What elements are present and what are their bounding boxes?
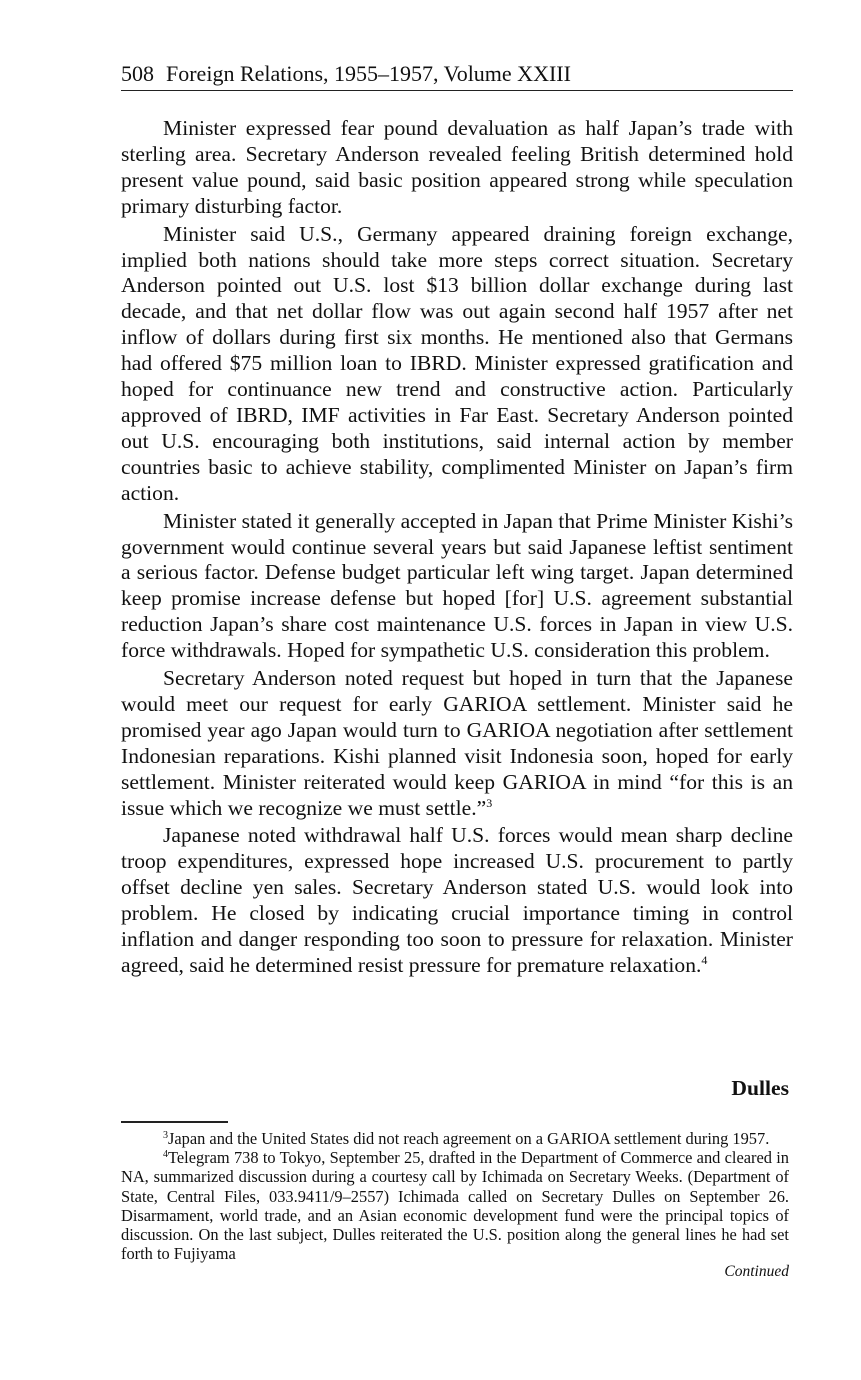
running-head — [121, 60, 793, 91]
paragraph-5-text: Japanese noted withdrawal half U.S. forces would mean sharp decline troop expenditures, expressed hope increased U.S. procurement to partly offset decline yen sales. Secretary Anderson stated U.S. would look into problem. He closed by indicating crucial importance timing in control inflation and danger responding too soon to pressure for relaxation. Minister agreed, said he determined resist pressure for premature relaxation. — [121, 823, 793, 977]
footnotes — [121, 1129, 789, 1281]
paragraph-3-text: Minister stated it generally accepted in Japan that Prime Minister Kishi’s government would continue several years but said Japanese leftist sentiment a serious factor. Defense budget particular left wing target. Japan determined keep promise increase defense but hoped [for] U.S. agreement substantial reduction Japan’s share cost maintenance U.S. forces in Japan in view U.S. force withdrawals. Hoped for sympathetic U.S. consideration this problem. — [121, 508, 793, 663]
footnote-ref-3[interactable]: 3 — [486, 795, 493, 810]
footnote-3-text: Japan and the United States did not reach agreement on a GARIOA settlement during 1957. — [168, 1129, 770, 1148]
paragraph-4 — [121, 666, 793, 821]
paragraph-5 — [121, 823, 793, 978]
footnote-4-text: Telegram 738 to Tokyo, September 25, drafted in the Department of Commerce and cleared in NA, summarized discussion during a courtesy call by Ichimada on Secretary Weeks. (Department of State, Central Files, 033.9411/9–2557) Ichimada called on Secretary Dulles on September 26. Disarmament, world trade, and an Asian economic development fund were the principal topics of discussion. On the last subject, Dulles reiterated the U.S. position along the general lines he had set forth to Fujiyama — [121, 1148, 789, 1264]
paragraph-4-text: Secretary Anderson noted request but hoped in turn that the Japanese would meet our request for early GARIOA settlement. Minister said he promised year ago Japan would turn to GARIOA negotiation after settlement Indonesian reparations. Kishi planned visit Indonesia soon, hoped for early settlement. Minister reiterated would keep GARIOA in mind “for this is an issue which we recognize we must settle.” — [121, 666, 793, 820]
volume-title: Foreign Relations, 1955–1957, Volume XXIII — [166, 61, 571, 86]
footnote-4 — [121, 1148, 789, 1263]
paragraph-3 — [121, 509, 793, 664]
footnote-marker-3: 3 — [163, 1130, 168, 1141]
paragraph-2 — [121, 222, 793, 507]
page-number: 508 — [121, 61, 154, 86]
footnote-marker-4: 4 — [163, 1149, 168, 1161]
paragraph-1 — [121, 116, 793, 220]
footnote-divider — [121, 1121, 228, 1123]
paragraph-1-text: Minister expressed fear pound devaluation as half Japan’s trade with sterling area. Secretary Anderson revealed feeling British determined hold present value pound, said basic position appeared strong while speculation primary disturbing factor. — [121, 116, 793, 218]
body-text — [121, 116, 793, 981]
footnote-3 — [121, 1129, 789, 1148]
paragraph-2-text: Minister said U.S., Germany appeared draining foreign exchange, implied both nations should take more steps correct situation. Secretary Anderson pointed out U.S. lost $13 billion dollar exchange during last decade, and that net dollar flow was out again second half 1957 after net inflow of dollars during first six months. He mentioned also that Germans had offered $75 million loan to IBRD. Minister expressed gratification and hoped for continuance new trend and constructive action. Particularly approved of IBRD, IMF activities in Far East. Secretary Anderson pointed out U.S. encouraging both institutions, said internal action by member countries basic to achieve stability, complimented Minister on Japan’s firm action. — [121, 221, 793, 505]
footnote-ref-4[interactable]: 4 — [701, 953, 708, 967]
continued-label: Continued — [724, 1263, 789, 1281]
signature: Dulles — [731, 1076, 789, 1100]
